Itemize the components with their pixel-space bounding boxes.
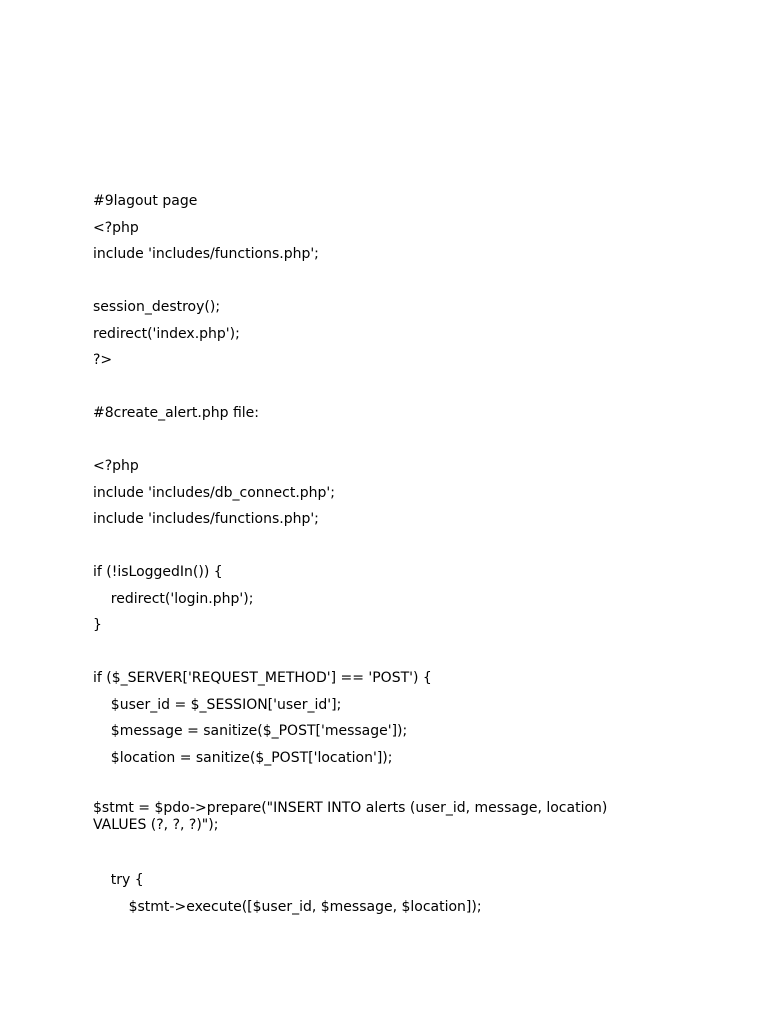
code-line: $message = sanitize($_POST['message']);	[93, 723, 408, 739]
blank-line	[93, 773, 653, 800]
code-line: include 'includes/functions.php';	[93, 246, 319, 262]
code-line: include 'includes/db_connect.php';	[93, 484, 335, 501]
blank-line	[93, 535, 653, 562]
code-line: $location = sanitize($_POST['location']);	[93, 749, 393, 766]
blank-line	[93, 843, 653, 870]
code-line: <?php	[93, 458, 139, 474]
code-line: include 'includes/functions.php';	[93, 511, 319, 527]
code-line: if (!isLoggedIn()) {	[93, 564, 223, 580]
code-document	[93, 190, 653, 922]
code-line: redirect('login.php');	[93, 590, 254, 607]
heading-create-alert-file: #8create_alert.php file:	[93, 405, 259, 421]
code-line: redirect('index.php');	[93, 325, 240, 342]
code-line: ?>	[93, 352, 113, 368]
blank-line	[93, 429, 653, 456]
code-line: <?php	[93, 219, 139, 236]
code-line: try {	[93, 872, 144, 888]
code-line: }	[93, 617, 102, 633]
code-line: if ($_SERVER['REQUEST_METHOD'] == 'POST') {	[93, 670, 432, 686]
code-line-wrapped: $stmt = $pdo->prepare("INSERT INTO alerts (user_id, message, location) VALUES (?, ?, ?)");	[93, 799, 608, 833]
code-line: session_destroy();	[93, 299, 221, 315]
blank-line	[93, 641, 653, 668]
code-line: $stmt->execute([$user_id, $message, $location]);	[93, 898, 482, 915]
blank-line	[93, 376, 653, 403]
blank-line	[93, 270, 653, 297]
heading-logout-page: #9lagout page	[93, 193, 198, 209]
code-line: $user_id = $_SESSION['user_id'];	[93, 696, 342, 713]
